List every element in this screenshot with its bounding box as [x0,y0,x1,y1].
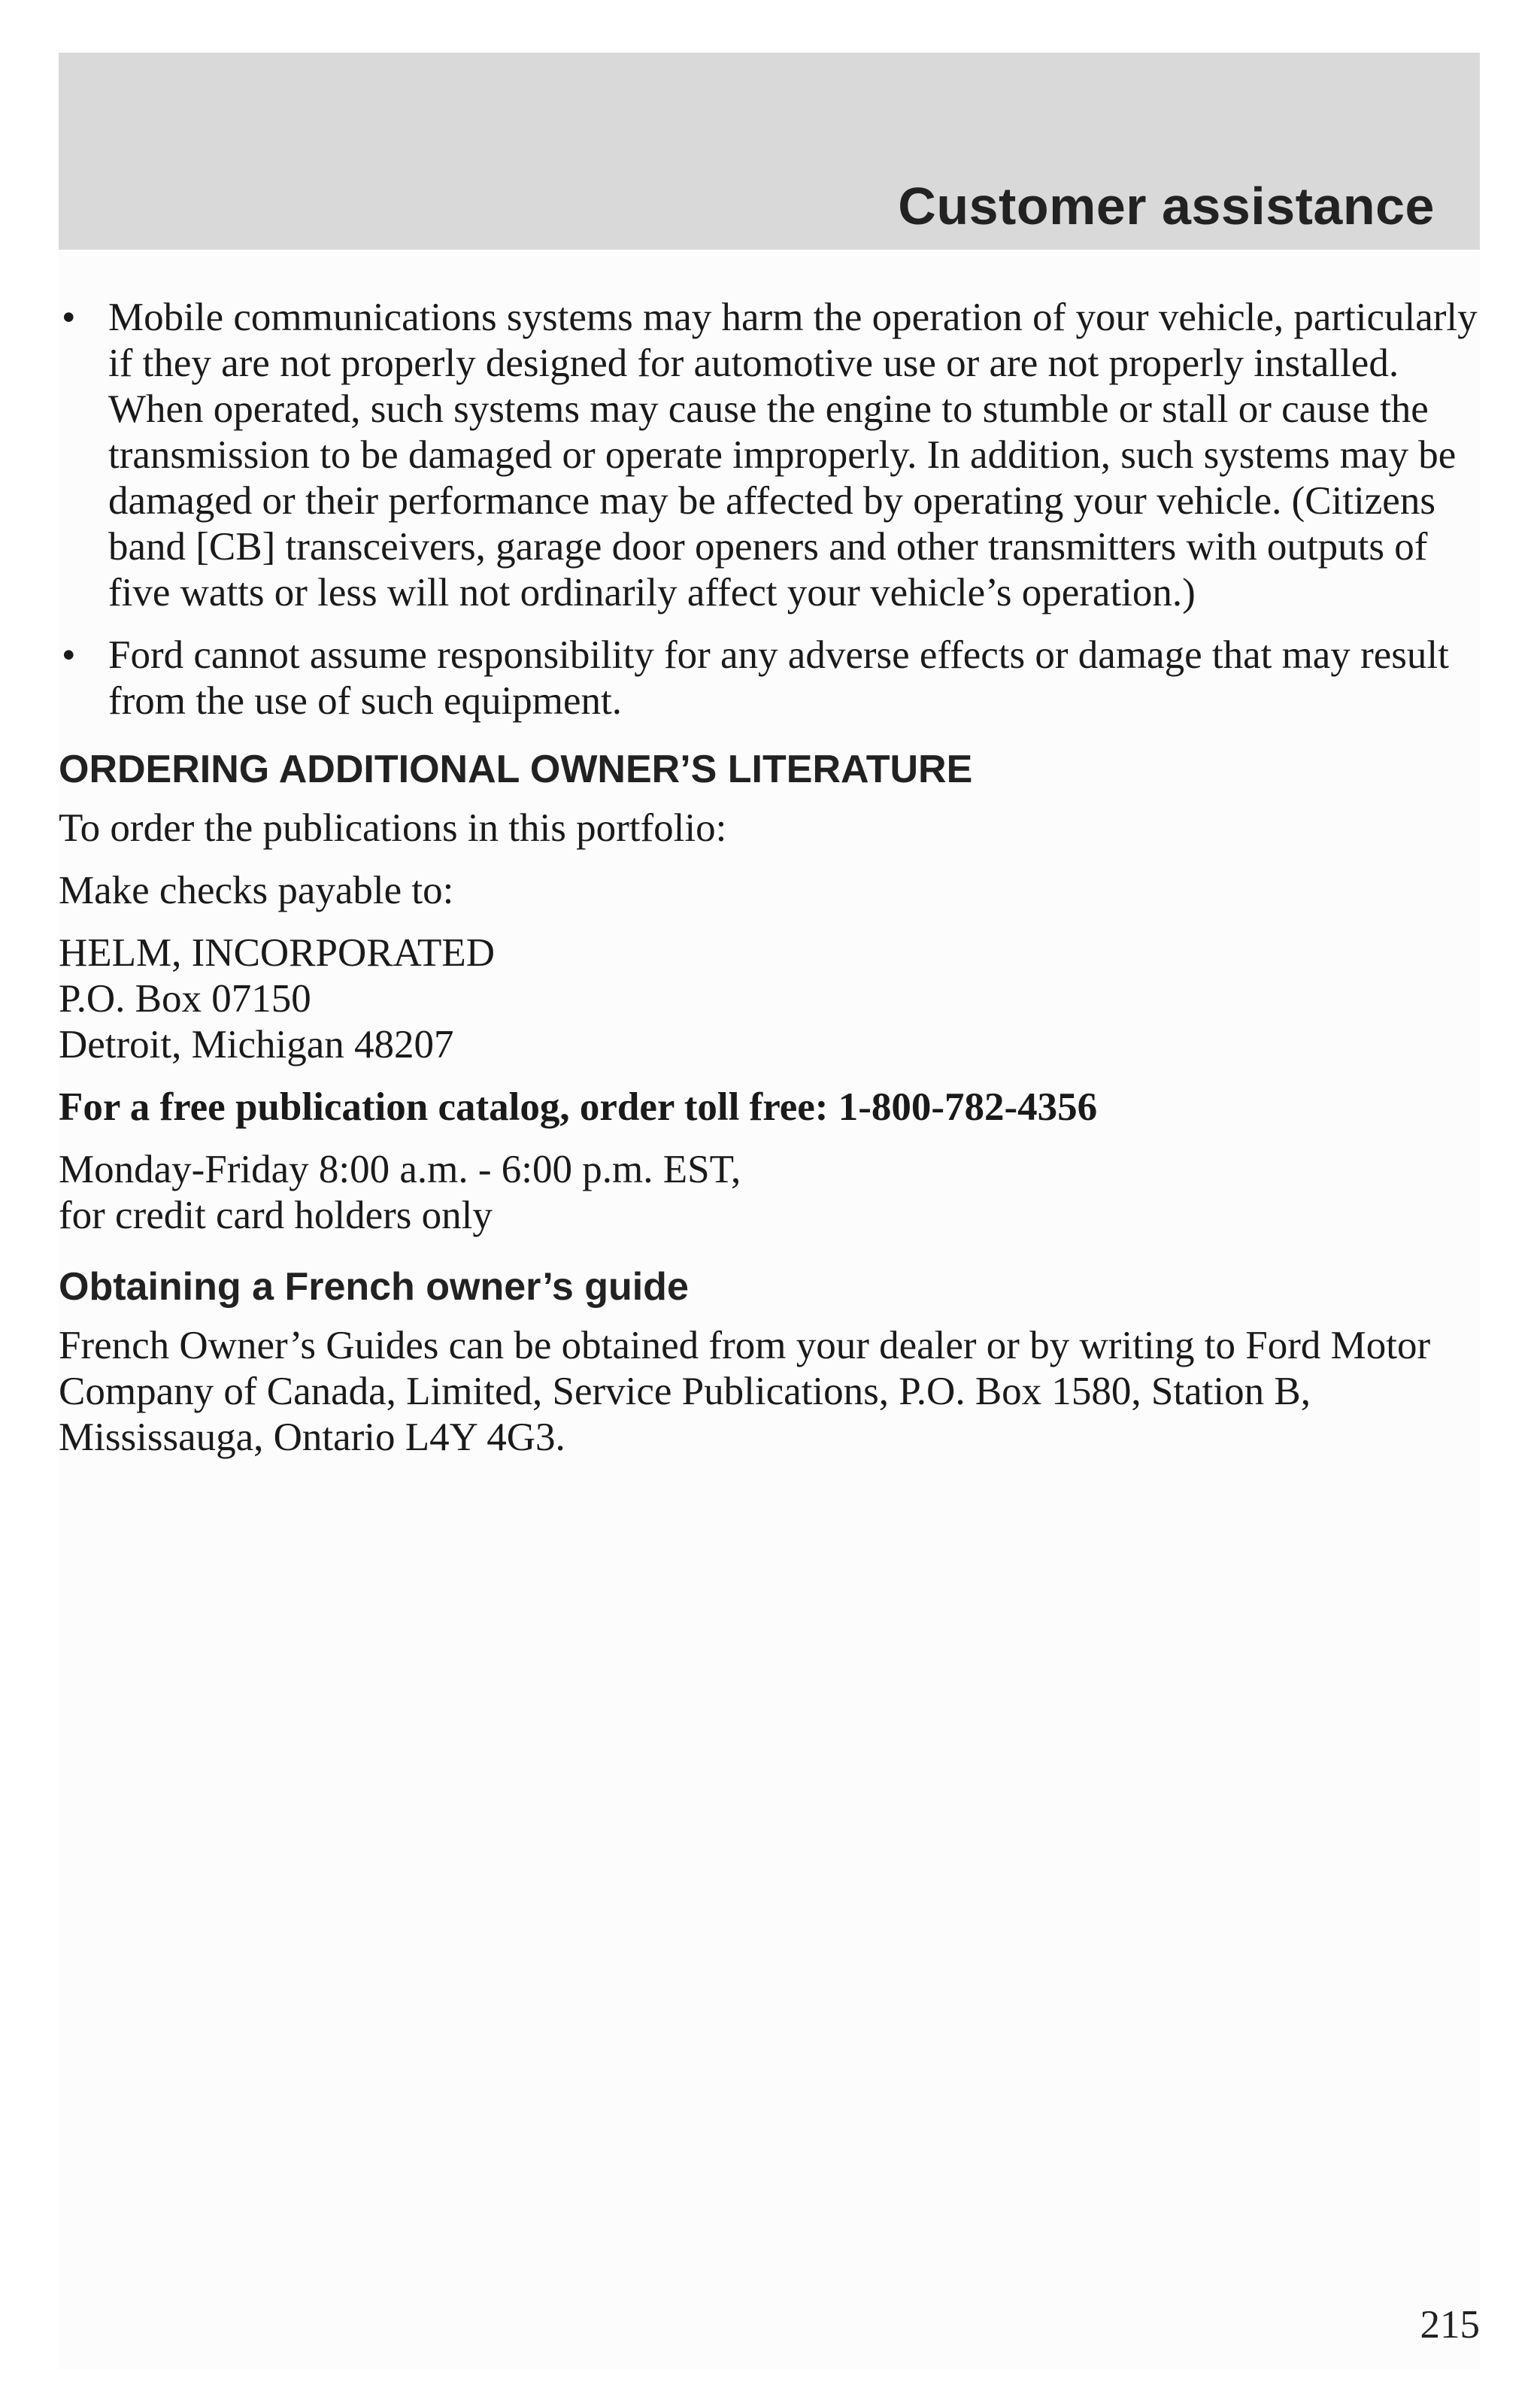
catalog-phone: For a free publication catalog, order toll free: 1-800-782-4356 [59,1085,1098,1129]
address-line: Detroit, Michigan 48207 [59,1023,454,1067]
business-hours [59,1147,1480,1239]
bullet-text: Mobile communications systems may harm the operation of your vehicle, particularly if they are not properly designed for automotive use or are not properly installed. When operated, such systems may cause the engine to stumble or stall or cause the transmission to be damaged or operate improperly. In addition, such systems may be damaged or their performance may be affected by operating your vehicle. (Citizens band [CB] transceivers, garage door openers and other transmitters with outputs of five watts or less will not ordinarily affect your vehicle’s operation.) [108,296,1478,614]
hours-line: for credit card holders only [59,1194,493,1237]
bullet-item [59,633,1480,724]
page-number: 215 [1420,2303,1480,2347]
mailing-address [59,930,1480,1068]
ordering-heading: ORDERING ADDITIONAL OWNER’S LITERATURE [59,748,973,791]
bullet-icon: • [62,633,76,677]
address-line: HELM, INCORPORATED [59,931,496,975]
section-title: Customer assistance [898,177,1435,235]
section-header [59,53,1480,250]
french-guide-heading: Obtaining a French owner’s guide [59,1265,689,1309]
checks-payable: Make checks payable to: [59,869,454,912]
address-line: P.O. Box 07150 [59,977,311,1021]
bullet-item [59,295,1480,616]
french-guide-text: French Owner’s Guides can be obtained from your dealer or by writing to Ford Motor Company of Canada, Limited, Service Publications, P.O. Box 1580, Station B, Mississauga, Ontario L4Y 4G3. [59,1324,1431,1459]
ordering-intro: To order the publications in this portfolio: [59,806,727,850]
bullet-text: Ford cannot assume responsibility for any adverse effects or damage that may result from the use of such equipment. [108,633,1449,723]
page-content [59,295,1480,1477]
bullet-icon: • [62,296,76,339]
bullet-list [59,295,1480,724]
hours-line: Monday-Friday 8:00 a.m. - 6:00 p.m. EST, [59,1148,741,1191]
